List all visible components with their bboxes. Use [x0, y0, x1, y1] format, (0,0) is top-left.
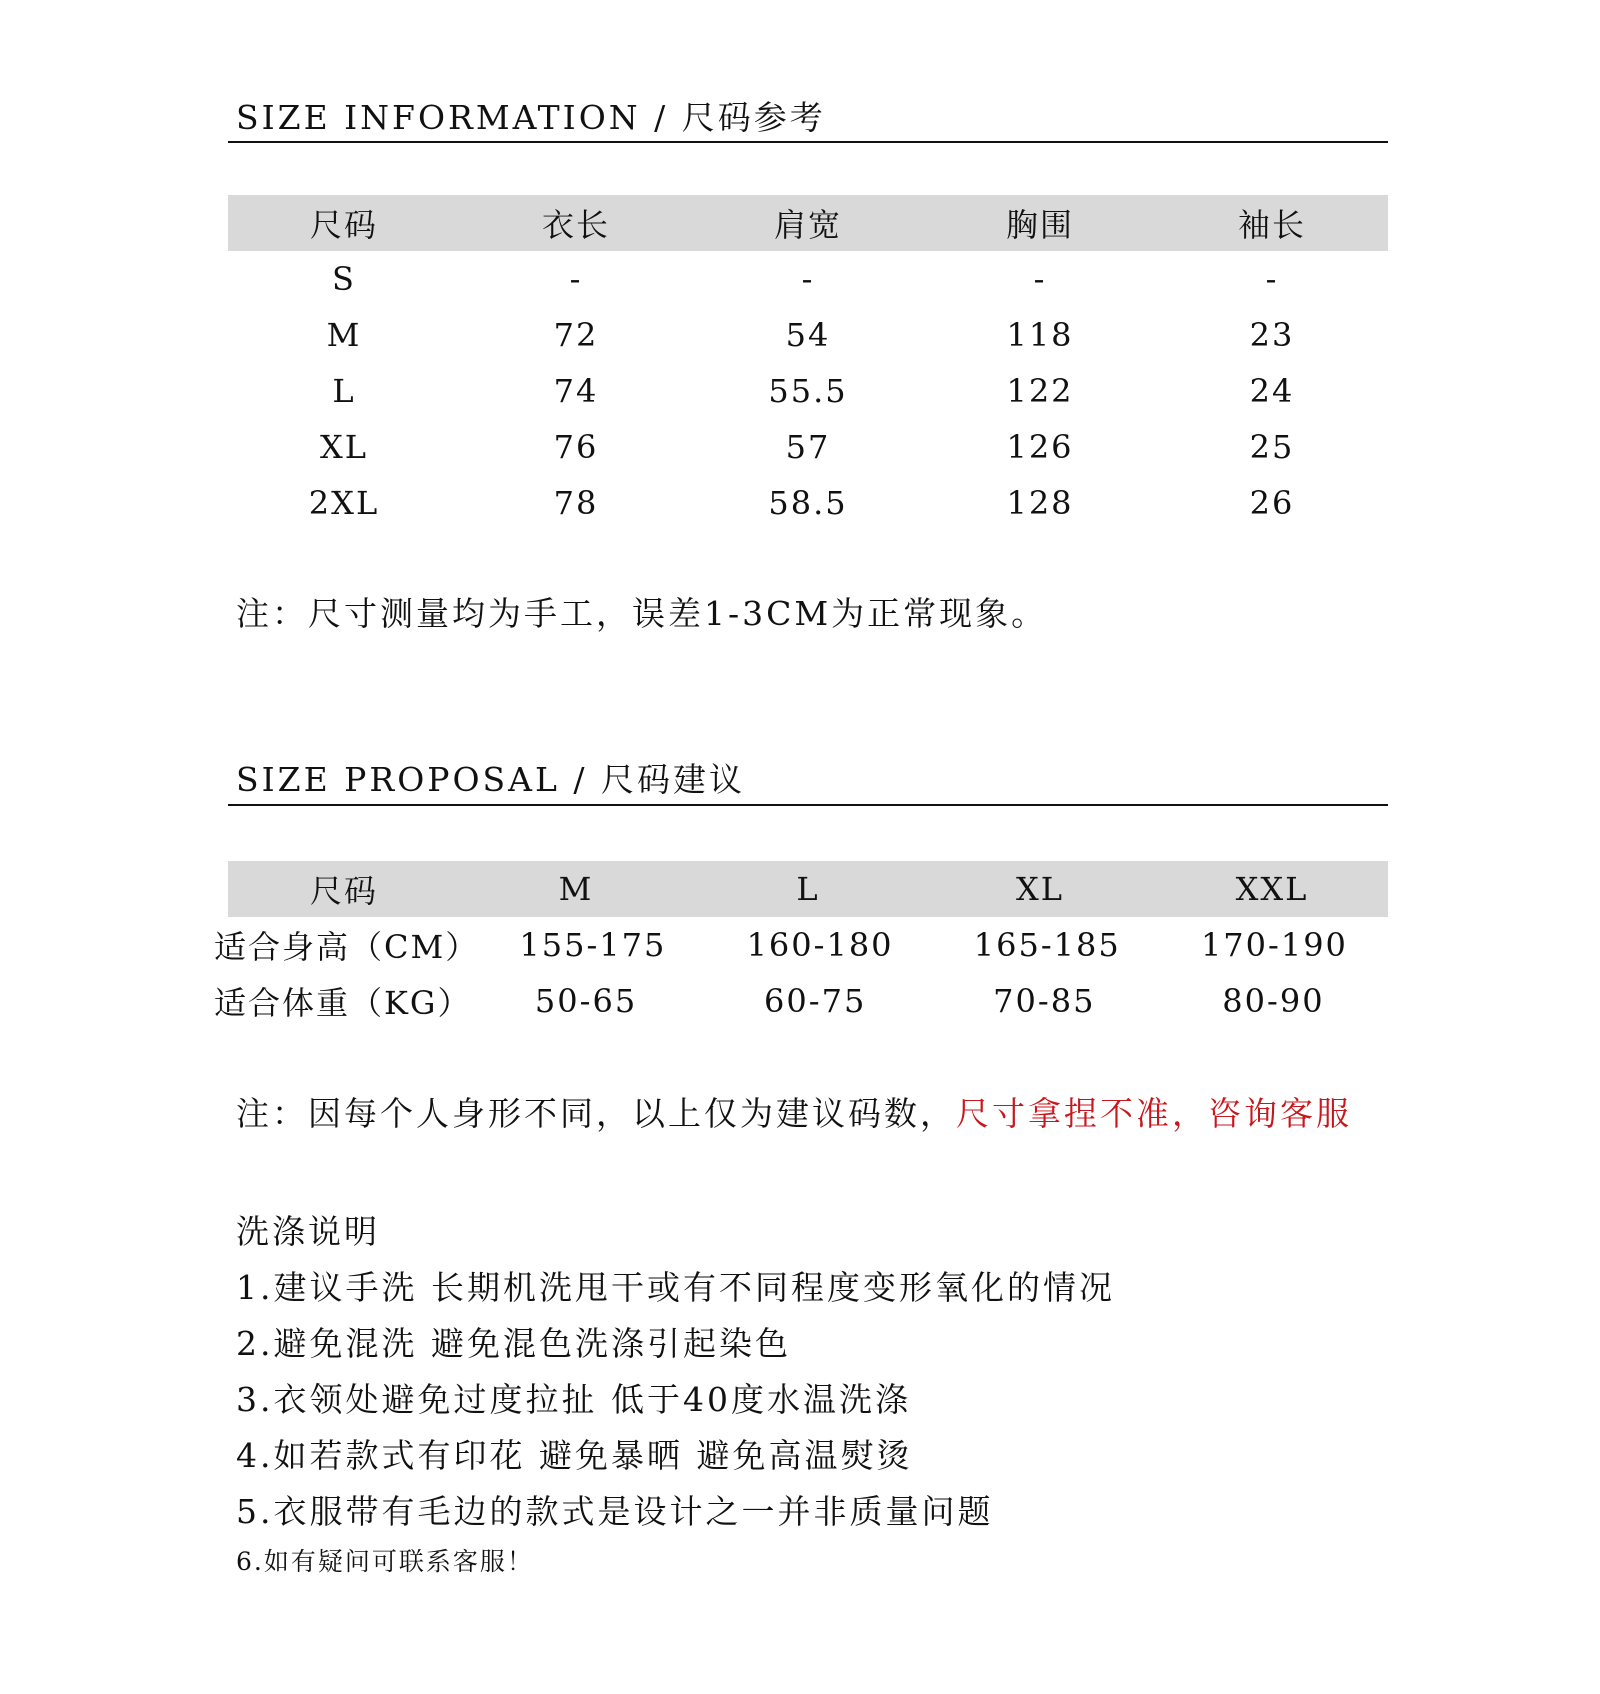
table-cell: S: [332, 260, 356, 298]
weight-row-label: 适合体重（KG）: [214, 984, 472, 1022]
table-row: [228, 363, 1388, 419]
size-proposal-note: [236, 1094, 1352, 1133]
table-cell: 54: [785, 316, 831, 354]
size-info-header-row: [228, 195, 1388, 251]
table-cell: 122: [1006, 372, 1074, 410]
table-cell: 72: [553, 316, 599, 354]
table-row: [228, 307, 1388, 363]
table-row: [228, 475, 1388, 531]
table-cell: 74: [553, 372, 599, 410]
size-info-header-size: 尺码: [309, 206, 378, 244]
size-proposal-divider: [228, 804, 1388, 806]
table-cell: 26: [1249, 484, 1295, 522]
table-cell: -: [569, 260, 583, 298]
table-cell: 23: [1249, 316, 1295, 354]
table-cell: 160-180: [746, 926, 894, 964]
size-info-header-shoulder: 肩宽: [773, 206, 842, 244]
size-proposal-header-l: L: [796, 870, 820, 908]
list-item: 2.避免混洗 避免混色洗涤引起染色: [236, 1324, 791, 1363]
table-cell: 128: [1006, 484, 1074, 522]
table-cell: 55.5: [768, 372, 848, 410]
table-cell: 70-85: [993, 982, 1096, 1020]
table-cell: 24: [1249, 372, 1295, 410]
size-info-title: SIZE INFORMATION / 尺码参考: [236, 98, 826, 137]
table-cell: 58.5: [768, 484, 848, 522]
table-row: [214, 917, 1388, 973]
size-info-divider: [228, 141, 1388, 143]
list-item: 5.衣服带有毛边的款式是设计之一并非质量问题: [236, 1492, 994, 1531]
table-cell: 60-75: [764, 982, 867, 1020]
table-cell: -: [1265, 260, 1279, 298]
list-item: 4.如若款式有印花 避免暴晒 避免高温熨烫: [236, 1436, 913, 1475]
size-info-note: 注：尺寸测量均为手工，误差1-3CM为正常现象。: [236, 594, 1048, 633]
washing-title: 洗涤说明: [236, 1212, 380, 1251]
table-cell: -: [1033, 260, 1047, 298]
table-row: [228, 419, 1388, 475]
list-item: 3.衣领处避免过度拉扯 低于40度水温洗涤: [236, 1380, 911, 1419]
table-cell: 118: [1006, 316, 1074, 354]
washing-instructions: [236, 1204, 1115, 1584]
size-proposal-header-size: 尺码: [309, 872, 378, 910]
size-proposal-note-warning: 尺寸拿捏不准，咨询客服: [956, 1094, 1352, 1133]
table-cell: 126: [1006, 428, 1074, 466]
list-item: 6.如有疑问可联系客服！: [236, 1547, 534, 1576]
size-info-header-sleeve: 袖长: [1237, 206, 1306, 244]
table-cell: XL: [319, 428, 369, 466]
table-cell: 57: [785, 428, 831, 466]
list-item: 1.建议手洗 长期机洗甩干或有不同程度变形氧化的情况: [236, 1268, 1115, 1307]
table-cell: 2XL: [308, 484, 380, 522]
table-row: [214, 973, 1388, 1029]
table-cell: 78: [553, 484, 599, 522]
size-proposal-title: SIZE PROPOSAL / 尺码建议: [236, 760, 745, 799]
table-cell: -: [801, 260, 815, 298]
size-proposal-header-row: [228, 861, 1388, 917]
height-row-label: 适合身高（CM）: [214, 928, 480, 966]
size-info-header-length: 衣长: [541, 206, 610, 244]
table-cell: 76: [553, 428, 599, 466]
table-cell: 50-65: [534, 982, 638, 1020]
table-cell: 80-90: [1222, 982, 1325, 1020]
table-row: [228, 251, 1388, 307]
table-cell: 170-190: [1200, 926, 1348, 964]
size-proposal-table: [214, 861, 1388, 1029]
size-proposal-header-xl: XL: [1015, 870, 1065, 908]
table-cell: 165-185: [973, 926, 1121, 964]
size-info-header-chest: 胸围: [1005, 206, 1074, 244]
table-cell: 155-175: [519, 926, 667, 964]
table-cell: L: [332, 372, 356, 410]
table-cell: M: [326, 316, 362, 354]
table-cell: 25: [1249, 428, 1295, 466]
size-info-table: [228, 195, 1388, 531]
size-proposal-header-xxl: XXL: [1235, 870, 1309, 908]
size-proposal-note-text: 注：因每个人身形不同，以上仅为建议码数，: [236, 1094, 956, 1133]
size-proposal-header-m: M: [558, 870, 594, 908]
